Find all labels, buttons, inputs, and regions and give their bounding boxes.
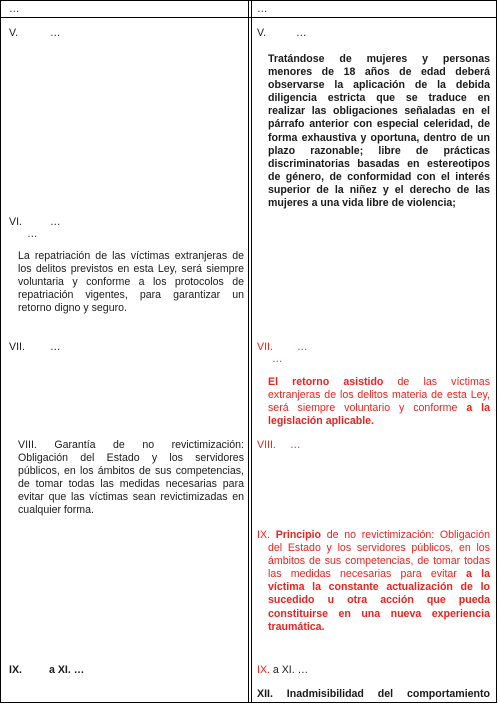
- paragraph-line: plazo razonable; libre de prácticas: [268, 144, 490, 157]
- paragraph-line: legislación aplicable.: [268, 415, 374, 428]
- inline-text: de no revictimización: Obligación: [321, 529, 490, 541]
- right-top-ellipsis: …: [257, 3, 268, 15]
- paragraph-line: voluntaria y conforme a los protocolos de: [18, 276, 244, 289]
- left-v-number: V.: [9, 27, 19, 39]
- paragraph-line: observarse la aplicación de la debida: [268, 79, 490, 92]
- left-vi-paragraph: [18, 250, 244, 315]
- left-vii-number: VII.: [9, 341, 25, 353]
- right-ix-xi-line: [257, 664, 308, 677]
- paragraph-line: Tratándose de mujeres y personas: [268, 53, 490, 65]
- inline-text: de las víctimas: [383, 376, 490, 388]
- paragraph-line: [268, 402, 490, 415]
- paragraph-line: traumática.: [268, 620, 325, 633]
- paragraph-line: realizar las obligaciones señaladas en el: [268, 105, 490, 118]
- paragraph-line: forma exhaustiva y oportuna, dentro de un: [268, 131, 490, 144]
- paragraph-line: de tomar todas las medidas necesarias para: [18, 478, 244, 491]
- inline-text: IX.: [257, 664, 270, 676]
- right-vii-sub-ellipsis: …: [272, 353, 283, 365]
- paragraph-line: diligencia estricta que se traduce en: [268, 92, 490, 105]
- inline-text: será siempre voluntario y conforme: [268, 402, 467, 415]
- paragraph-line: sucedido u otra acción que pueda: [268, 594, 490, 607]
- bold-phrase: El retorno asistido: [268, 376, 384, 388]
- right-viii-number: VIII.: [257, 439, 276, 451]
- right-ix-paragraph: [257, 529, 490, 634]
- bold-phrase: a la: [466, 402, 490, 415]
- left-vi-ellipsis: …: [50, 216, 61, 228]
- paragraph-line: [257, 568, 490, 581]
- left-v-ellipsis: …: [50, 27, 61, 39]
- paragraph-line: superior de la niñez y el derecho de las: [268, 183, 490, 196]
- paragraph-line: [268, 376, 490, 389]
- paragraph-line: repatriación vigentes, para garantizar un: [18, 289, 244, 302]
- paragraph-line: cualquier forma.: [18, 504, 94, 517]
- left-ix-number: IX.: [9, 664, 22, 676]
- right-xii-line: XII. Inadmisibilidad del comportamiento: [257, 688, 490, 700]
- right-vii-paragraph: [268, 376, 490, 428]
- row-divider: [0, 17, 497, 18]
- paragraph-line: del Estado y los servidores públicos, en los: [268, 542, 490, 555]
- paragraph-line: [257, 529, 490, 542]
- right-v-ellipsis: …: [296, 27, 307, 39]
- right-vii-number: VII.: [257, 341, 273, 353]
- paragraph-line: mujeres a una vida libre de violencia;: [268, 197, 456, 210]
- paragraph-line: párrafo anterior con especial celeridad, de: [268, 118, 490, 131]
- left-ix-text: a XI. …: [49, 664, 85, 676]
- paragraph-line: La repatriación de las víctimas extranjeras de: [18, 250, 244, 262]
- left-vii-ellipsis: …: [50, 341, 61, 353]
- paragraph-line: VIII. Garantía de no revictimización:: [18, 439, 244, 451]
- paragraph-line: menores de 18 años de edad deberá: [268, 66, 490, 79]
- left-viii-paragraph: [18, 439, 244, 518]
- paragraph-line: constituirse en una nueva experiencia: [268, 607, 490, 620]
- bold-phrase: Principio: [275, 529, 322, 541]
- left-vi-number: VI.: [9, 216, 22, 228]
- paragraph-line: de género, de conformidad con el interés: [268, 170, 490, 183]
- paragraph-line: retorno digno y seguro.: [18, 302, 127, 315]
- inline-text: a XI. …: [269, 664, 309, 676]
- paragraph-line: Obligación del Estado y los servidores: [18, 452, 244, 465]
- paragraph-line: ámbitos de sus competencias, de tomar todas: [268, 555, 490, 568]
- bold-phrase: a la: [466, 568, 490, 581]
- inline-text: las medidas necesarias para evitar: [268, 568, 467, 581]
- paragraph-line: extranjeras de los delitos materia de esta Ley,: [268, 389, 490, 402]
- right-v-paragraph: [268, 53, 490, 210]
- right-viii-ellipsis: …: [290, 439, 301, 451]
- paragraph-line: víctima la constante actualización de lo: [268, 581, 490, 594]
- right-vii-ellipsis: …: [297, 341, 308, 353]
- column-divider-right: [251, 0, 252, 703]
- paragraph-line: evitar que las víctimas sean revictimizadas en: [18, 491, 244, 504]
- paragraph-line: públicos, en los ámbitos de sus competencias,: [18, 465, 244, 478]
- right-v-number: V.: [257, 27, 267, 39]
- paragraph-line: discriminatorias basadas en estereotipos: [268, 157, 490, 170]
- paragraph-line: los delitos previstos en esta Ley, será siempre: [18, 263, 244, 276]
- column-divider-left: [248, 0, 249, 703]
- inline-text: IX.: [257, 529, 270, 541]
- left-top-ellipsis: …: [9, 3, 20, 15]
- left-vi-sub-ellipsis: …: [27, 228, 38, 240]
